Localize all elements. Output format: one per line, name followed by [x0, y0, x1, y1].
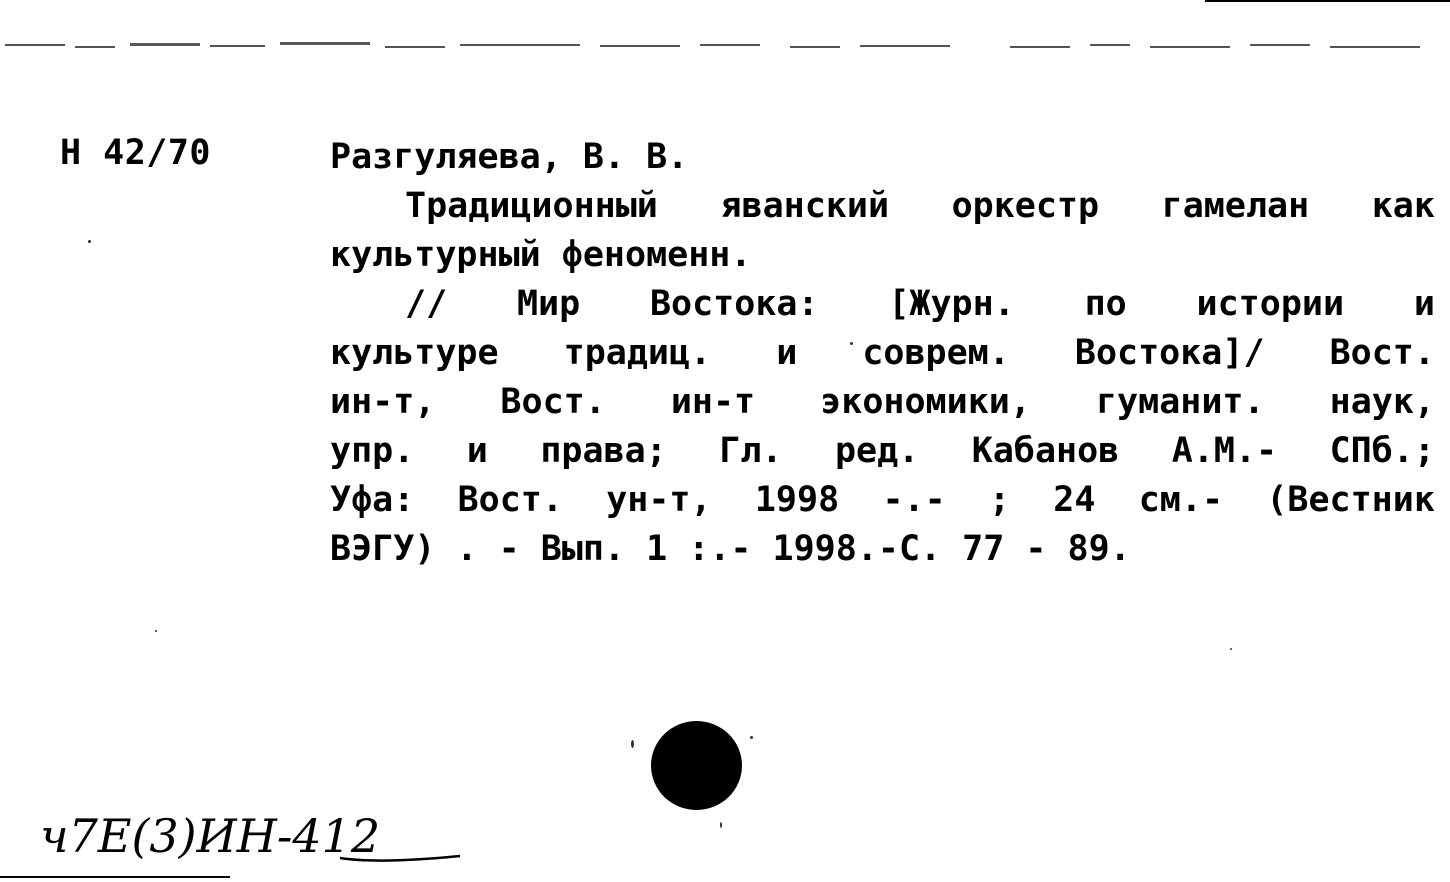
- title-word: гамелан: [1161, 186, 1310, 226]
- source-word: ин-т,: [330, 382, 436, 422]
- handwritten-call-number: [40, 800, 470, 870]
- source-word: Гл.: [719, 431, 783, 471]
- source-line-2: [330, 329, 1435, 378]
- source-word: А.М.-: [1171, 431, 1278, 471]
- bottom-edge-rule: [0, 876, 1450, 882]
- source-word: (Вестник: [1266, 480, 1435, 520]
- speck: [155, 630, 157, 632]
- source-word: 24: [1053, 480, 1096, 520]
- source-word: и: [1413, 284, 1435, 324]
- title-line-1: [330, 182, 1435, 231]
- source-word: Востока:: [649, 284, 819, 324]
- source-line-5: [330, 476, 1435, 525]
- author-line: Разгуляева, В. В.: [330, 137, 689, 177]
- bibliographic-entry: [330, 133, 1435, 574]
- title-word: яванский: [720, 186, 890, 226]
- title-word: Традиционный: [405, 186, 658, 226]
- punch-hole: [651, 721, 742, 810]
- title-line-2: культурный феноменн.: [330, 235, 752, 275]
- source-word: ун-т,: [606, 480, 712, 520]
- source-word: и: [776, 333, 798, 373]
- source-line-1: [330, 280, 1435, 329]
- source-word: соврем.: [862, 333, 1010, 373]
- source-word: Кабанов: [971, 431, 1120, 471]
- source-word: ;: [988, 480, 1011, 520]
- source-line-3: [330, 378, 1435, 427]
- source-word: -.-: [882, 480, 946, 520]
- source-word: Вост.: [1329, 333, 1435, 373]
- handwritten-call-number-text: ч7Е(3)ИН-412: [40, 809, 381, 863]
- speck: [88, 240, 91, 243]
- source-word: Мир: [516, 284, 581, 324]
- source-word: [Журн.: [888, 284, 1015, 324]
- source-word: наук,: [1329, 382, 1435, 422]
- source-word: Вост.: [500, 382, 606, 422]
- source-line-4: [330, 427, 1435, 476]
- source-word: истории: [1196, 284, 1345, 324]
- source-word: Уфа:: [330, 480, 415, 520]
- source-word: экономики,: [820, 382, 1031, 422]
- source-word: упр.: [330, 431, 415, 471]
- title-word: оркестр: [951, 186, 1100, 226]
- title-word: как: [1371, 186, 1435, 226]
- source-word: и: [466, 431, 488, 471]
- speck: [1230, 648, 1232, 650]
- speck: [750, 736, 753, 739]
- top-edge-noise: [0, 32, 1450, 62]
- source-word: традиц.: [563, 333, 712, 373]
- speck: [720, 822, 722, 828]
- source-word: ин-т: [670, 382, 756, 422]
- source-word: ред.: [834, 431, 920, 471]
- source-word: СПб.;: [1329, 431, 1435, 471]
- speck: [631, 740, 634, 748]
- source-word: Вост.: [457, 480, 563, 520]
- top-right-rule: [1205, 0, 1450, 2]
- source-word: по: [1084, 284, 1127, 324]
- source-word: //: [405, 284, 448, 324]
- source-line-6: ВЭГУ) . - Вып. 1 :.- 1998.-С. 77 - 89.: [330, 529, 1131, 569]
- source-word: 1998: [754, 480, 840, 520]
- speck: [850, 342, 853, 345]
- source-word: см.-: [1138, 480, 1224, 520]
- source-word: Востока]/: [1074, 333, 1265, 373]
- source-word: культуре: [330, 333, 499, 373]
- source-word: гуманит.: [1095, 382, 1265, 422]
- source-word: права;: [540, 431, 667, 471]
- shelfmark: Н 42/70: [60, 133, 212, 173]
